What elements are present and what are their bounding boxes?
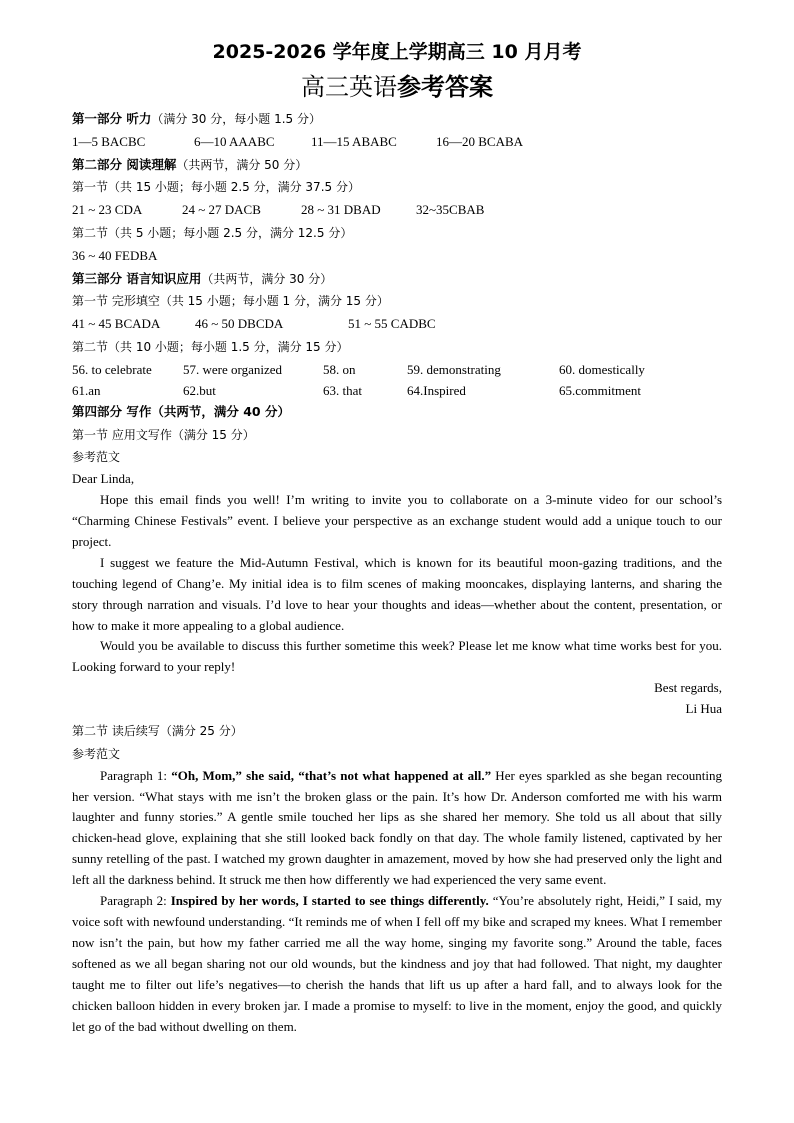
part2-section2-title: 第二节（共 5 小题；每小题 2.5 分，满分 12.5 分） [72,225,353,240]
paragraph-prefix: Paragraph 2: [100,893,171,909]
answer-group: 6—10 AAABC [194,133,275,149]
letter-paragraph: Would you be available to discuss this further sometime this week? Please let me know what time works best for you. Looking forward to your reply! [72,638,722,675]
part3-section1-title: 第一节 完形填空（共 15 小题；每小题 1 分，满分 15 分） [72,294,389,309]
answer-group: 1—5 BACBC [72,133,146,149]
part4-section1-title: 第一节 应用文写作（满分 15 分） [72,427,255,442]
answer-group: 16—20 BCABA [436,133,524,149]
part2-note: （共两节，满分 50 分） [176,157,308,172]
part2-heading-line [72,154,722,177]
part3-section2-title: 第二节（共 10 小题；每小题 1.5 分，满分 15 分） [72,339,349,354]
exam-title: 2025-2026 学年度上学期高三 10 月月考 [212,41,582,63]
subject-plain: 高三英语 [301,73,397,101]
sample-label: 参考范文 [72,450,121,465]
subject-bold: 参考答案 [397,72,493,101]
letter-closing: Best regards, [654,680,722,696]
grammar-answers [72,359,722,401]
answer-group: 32~35CBAB [416,202,485,218]
letter-paragraph: Hope this email finds you well! I’m writing to invite you to collaborate on a 3-minute video for our school’s “Charming Chinese Festivals” event. I believe your perspective as an exchange student would add a unique touch to our project. [72,492,722,549]
part2-heading: 第二部分 阅读理解 [72,156,177,172]
continuation-paragraph-1 [72,766,722,891]
grammar-answer: 56. to celebrate [72,361,152,377]
paragraph-opening: “Oh, Mom,” she said, “that’s not what happened at all.” [171,767,492,783]
answer-group: 51 ~ 55 CADBC [348,316,436,332]
answer-group: 41 ~ 45 BCADA [72,316,161,332]
part3-section1-answers [72,313,722,336]
answer-group: 28 ~ 31 DBAD [301,202,381,218]
part4-heading-line [72,401,722,424]
grammar-answer: 64.Inspired [407,382,466,398]
letter-paragraph: I suggest we feature the Mid-Autumn Festival, which is known for its beautiful moon-gazing traditions, and the touching legend of Chang’e. My initial idea is to film scenes of making mooncakes, displaying lanterns, and sharing the story through narration and visuals. I’d love to hear your thoughts and ideas—whether about the content, presentation, or how to make it more appealing to a global audience. [72,554,722,633]
answer-group: 46 ~ 50 DBCDA [195,316,284,332]
answer-group: 21 ~ 23 CDA [72,202,143,218]
part3-note: （共两节，满分 30 分） [201,271,333,286]
paragraph-opening: Inspired by her words, I started to see things differently. [170,893,489,909]
paragraph-body: “You’re absolutely right, Heidi,” I said, my voice soft with newfound understanding. “It reminds me of when I fell off my bike and scraped my knees. What I remember now isn’t the pain, but how my father carried me all the way home, singing my favorite song.” Around the table, faces softened as we all began sharing not our old wounds, but the kindness and joy that had followed. That night, my daughter taught me to filter out life’s negatives—to cherish the hands that lift us up after a hard fall, and to always look for the chicken balloon hidden in every broken jar. I made a promise to myself: to live in the moment, enjoy the good, and quickly let go of the bad without dwelling on them. [72,893,723,1034]
part4-section2-title: 第二节 读后续写（满分 25 分） [72,724,243,739]
answer-group: 24 ~ 27 DACB [182,202,261,218]
grammar-answer: 60. domestically [559,361,645,377]
answer-group: 11—15 ABABC [311,133,397,149]
part1-heading-line [72,108,722,131]
grammar-answer: 57. were organized [183,361,283,377]
letter-signature: Li Hua [685,701,722,717]
part1-note: （满分 30 分，每小题 1.5 分） [151,112,321,126]
answer-sheet [72,38,722,1037]
grammar-answer: 65.commitment [559,382,641,398]
part2-section1-title: 第一节（共 15 小题；每小题 2.5 分，满分 37.5 分） [72,180,360,195]
part1-heading: 第一部分 听力 [72,111,152,126]
part4-heading: 第四部分 写作（共两节，满分 40 分） [72,403,290,419]
grammar-answer: 58. on [323,361,356,377]
part2-section1-answers [72,199,722,222]
continuation-paragraph-2 [72,891,722,1037]
grammar-answer: 63. that [323,382,362,398]
sample-label-2: 参考范文 [72,746,121,761]
part2-section2-answers: 36 ~ 40 FEDBA [72,247,158,263]
paragraph-prefix: Paragraph 1: [100,767,172,783]
part1-answers [72,131,722,154]
part3-heading-line [72,268,722,291]
subject-title [72,70,722,104]
grammar-answer: 59. demonstrating [407,361,501,377]
grammar-answer: 62.but [183,382,216,398]
part3-heading: 第三部分 语言知识应用 [72,270,202,286]
grammar-answer: 61.an [72,382,101,398]
paragraph-body: Her eyes sparkled as she began recounting her version. “What stays with me isn’t the broken glass or the pain. It’s how Dr. Anderson comforted me with his warm laughter and funny stories.” A gentle smile touched her lips as she shared her memory. She told us all about that silly chicken-head glove, explaining that she still looked back fondly on that day. The whole family listened, captivated by her sunny retelling of the past. I watched my grown daughter in amazement, moved by how she had preserved only the light and left all the darkness behind. It struck me then how differently we had experienced the very same event. [72,767,722,888]
letter-greeting: Dear Linda, [72,471,135,487]
